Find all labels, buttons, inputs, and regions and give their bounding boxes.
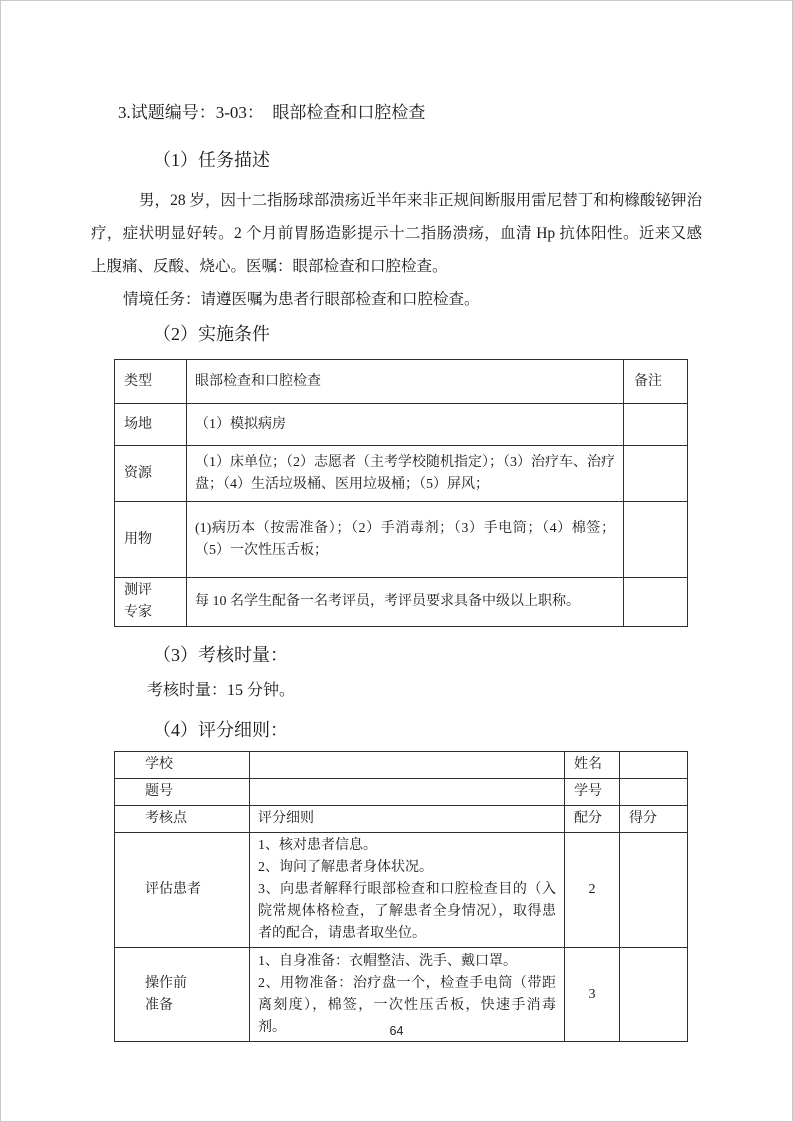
row-note xyxy=(624,446,688,502)
allotted-score-value: 2 xyxy=(565,833,620,948)
scoring-detail-item: 3、向患者解释行眼部检查和口腔检查目的（入院常规体格检查，了解患者全身情况），取得患者的配合，请患者取坐位。 xyxy=(258,882,556,941)
section-heading-scoring-rules: （4）评分细则： xyxy=(153,720,288,740)
exam-duration-line: 考核时量：15 分钟。 xyxy=(147,682,296,699)
table-row-assessors xyxy=(115,578,688,627)
name-label: 姓名 xyxy=(565,752,620,779)
conditions-header-content: 眼部检查和口腔检查 xyxy=(187,360,624,404)
earned-score-value xyxy=(620,833,688,948)
info-row-question-number xyxy=(115,779,688,806)
scoring-detail-cell xyxy=(250,833,565,948)
case-description-paragraph: 男，28 岁，因十二指肠球部溃疡近半年来非正规间断服用雷尼替丁和枸橼酸铋钾治疗，症状明显好转。2 个月前胃肠造影提示十二指肠溃疡，血清 Hp 抗体阳性。近来又感上腹痛、反酸、烧心。医嘱：眼部检查和口腔检查。 xyxy=(91,192,702,275)
row-content: 每 10 名学生配备一名考评员，考评员要求具备中级以上职称。 xyxy=(187,578,624,627)
assessment-point-line: 评估患者 xyxy=(145,882,201,897)
school-label: 学校 xyxy=(115,752,250,779)
row-note xyxy=(624,578,688,627)
row-label-line: 测评 xyxy=(124,583,152,598)
conditions-table xyxy=(114,359,688,627)
scoring-row-assess-patient xyxy=(115,833,688,948)
situational-task-line: 情境任务：请遵医嘱为患者行眼部检查和口腔检查。 xyxy=(123,291,480,308)
assessment-point-line: 准备 xyxy=(145,997,173,1013)
row-label xyxy=(115,578,187,627)
table-row-resources xyxy=(115,446,688,502)
page-number: 64 xyxy=(389,1024,404,1038)
row-label-line: 专家 xyxy=(124,605,152,620)
row-label: 场地 xyxy=(115,404,187,446)
section-heading-exam-duration: （3）考核时量： xyxy=(153,645,288,665)
table-row-site xyxy=(115,404,688,446)
scoring-table xyxy=(114,751,688,1042)
info-row-school xyxy=(115,752,688,779)
conditions-header-row xyxy=(115,360,688,404)
row-content: （1）模拟病房 xyxy=(187,404,624,446)
assessment-point-cell xyxy=(115,833,250,948)
column-header-allotted-score: 配分 xyxy=(565,806,620,833)
column-header-assessment-point: 考核点 xyxy=(115,806,250,833)
student-id-value xyxy=(620,779,688,806)
conditions-header-note: 备注 xyxy=(624,360,688,404)
school-value xyxy=(250,752,565,779)
question-number-label: 题号 xyxy=(115,779,250,806)
table-row-supplies xyxy=(115,502,688,578)
name-value xyxy=(620,752,688,779)
scoring-detail-item: 2、询问了解患者身体状况。 xyxy=(258,860,433,875)
section-heading-implementation-conditions: （2）实施条件 xyxy=(153,324,270,344)
question-number-value xyxy=(250,779,565,806)
scoring-detail-item: 1、自身准备：衣帽整洁、洗手、戴口罩。 xyxy=(258,953,517,969)
scoring-columns-header-row xyxy=(115,806,688,833)
row-content: (1)病历本（按需准备）；（2）手消毒剂；（3）手电筒；（4）棉签；（5）一次性压舌板； xyxy=(187,502,624,578)
student-id-label: 学号 xyxy=(565,779,620,806)
scoring-detail-item: 2、用物准备：治疗盘一个，检查手电筒（带距离刻度），棉签，一次性压舌板，快速手消毒剂。 xyxy=(258,975,556,1035)
row-note xyxy=(624,502,688,578)
row-label: 资源 xyxy=(115,446,187,502)
scoring-detail-item: 1、核对患者信息。 xyxy=(258,838,377,853)
conditions-header-label: 类型 xyxy=(115,360,187,404)
row-label: 用物 xyxy=(115,502,187,578)
column-header-earned-score: 得分 xyxy=(620,806,688,833)
doc-title: 3.试题编号：3-03： 眼部检查和口腔检查 xyxy=(118,103,426,122)
row-note xyxy=(624,404,688,446)
assessment-point-line: 操作前 xyxy=(145,975,187,991)
row-content: （1）床单位；（2）志愿者（主考学校随机指定）；（3）治疗车、治疗盘；（4）生活垃圾桶、医用垃圾桶；（5）屏风； xyxy=(187,446,624,502)
allotted-score-value: 3 xyxy=(565,948,620,1042)
column-header-scoring-detail: 评分细则 xyxy=(250,806,565,833)
section-heading-task-description: （1）任务描述 xyxy=(153,150,270,170)
